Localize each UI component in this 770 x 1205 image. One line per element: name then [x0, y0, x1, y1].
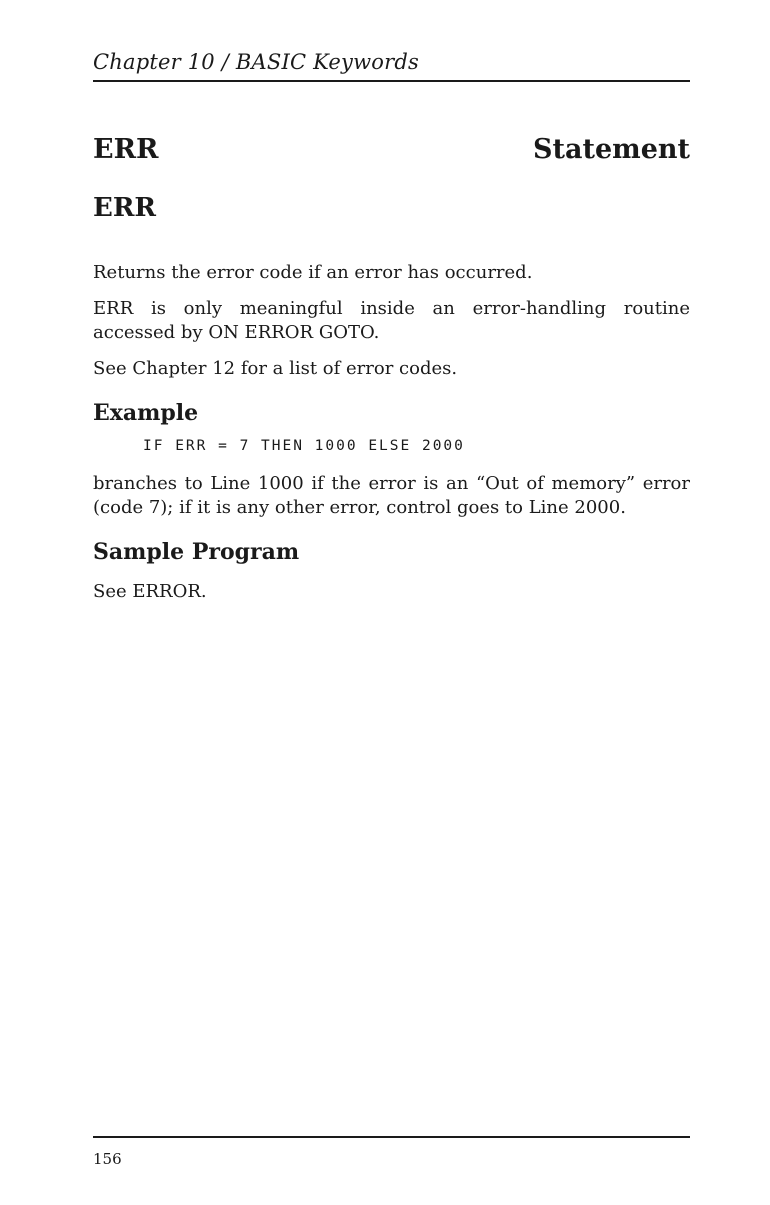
description-paragraph-1: Returns the error code if an error has occurred.: [93, 262, 533, 283]
entry-keyword-title: ERR: [93, 134, 159, 165]
example-code: IF ERR = 7 THEN 1000 ELSE 2000: [143, 438, 465, 454]
sample-program-heading: Sample Program: [93, 539, 300, 565]
running-head: Chapter 10 / BASIC Keywords: [93, 50, 419, 74]
description-paragraph-2: ERR is only meaningful inside an error-handling routine accessed by ON ERROR GOTO.: [93, 298, 690, 343]
syntax-line: ERR: [93, 193, 157, 223]
header-rule: [93, 80, 690, 82]
page-number: 156: [93, 1150, 122, 1168]
example-explanation: branches to Line 1000 if the error is an “Out of memory” error (code 7); if it is any other error, control goes to Line 2000.: [93, 473, 690, 518]
description-paragraph-3: See Chapter 12 for a list of error codes.: [93, 358, 458, 379]
entry-kind-label: Statement: [533, 134, 690, 165]
footer-rule: [93, 1136, 690, 1138]
sample-program-text: See ERROR.: [93, 581, 207, 602]
example-heading: Example: [93, 400, 199, 426]
